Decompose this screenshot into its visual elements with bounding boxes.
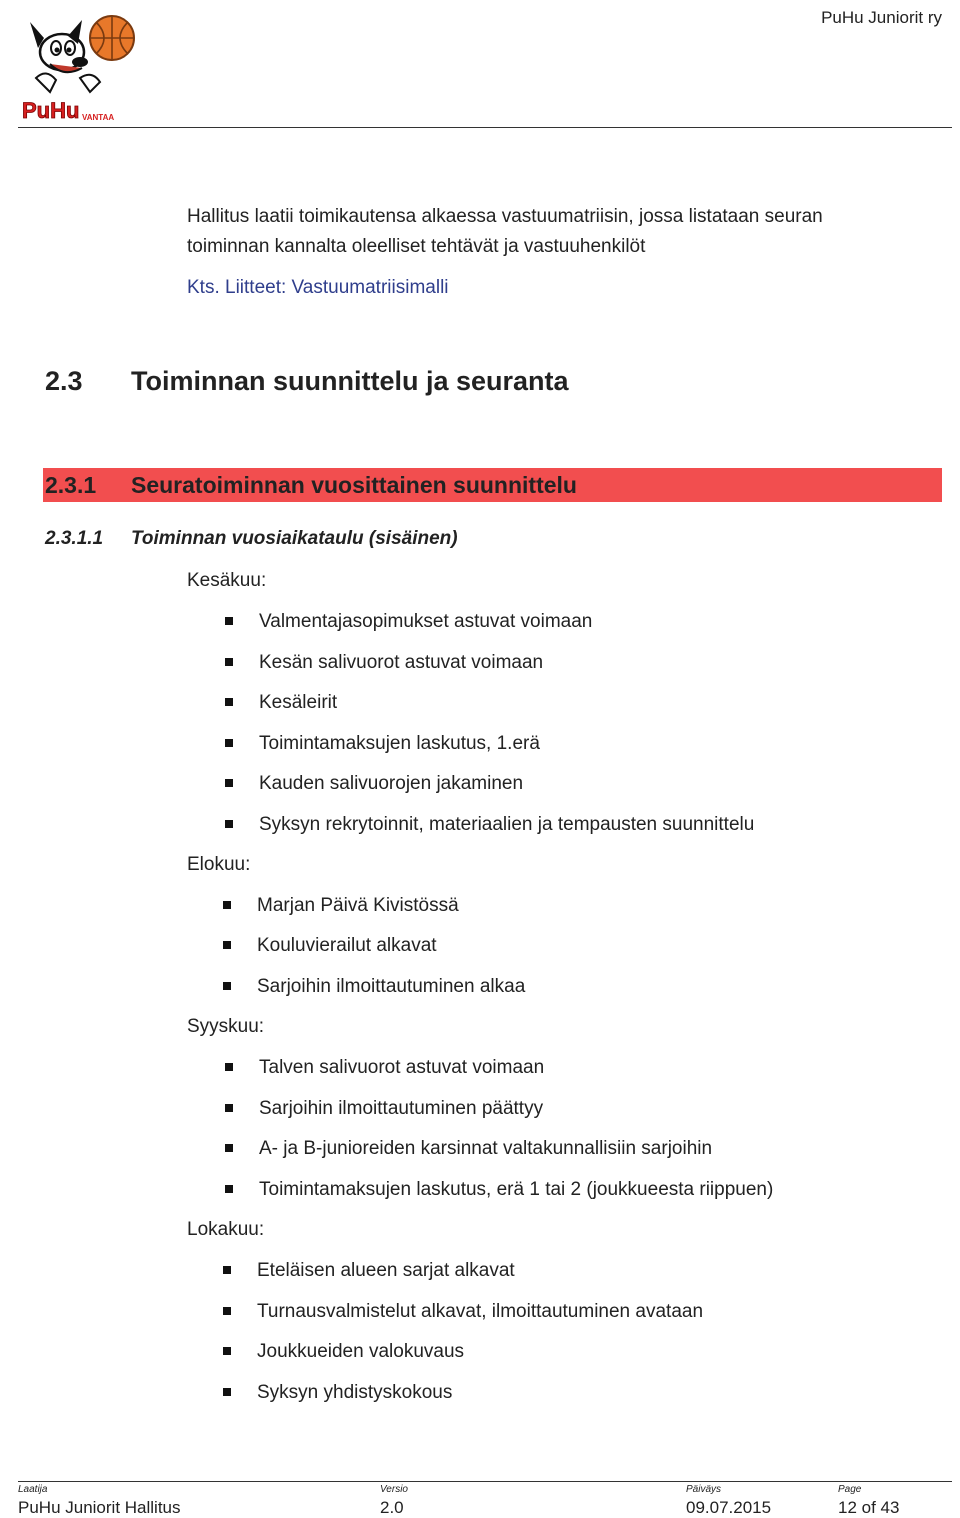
section-number: 2.3 <box>45 366 83 396</box>
section-heading <box>45 366 569 397</box>
list-item: Joukkueiden valokuvaus <box>257 1341 465 1362</box>
list-item: Valmentajasopimukset astuvat voimaan <box>259 611 593 632</box>
footer-author: PuHu Juniorit Hallitus <box>18 1498 181 1517</box>
attachment-link[interactable]: Kts. Liitteet: Vastuumatriisimalli <box>187 277 449 298</box>
month-label-elokuu: Elokuu: <box>187 854 251 875</box>
list-item: Marjan Päivä Kivistössä <box>257 895 459 916</box>
list-item: Toimintamaksujen laskutus, erä 1 tai 2 (joukkueesta riippuen) <box>259 1179 774 1200</box>
footer-divider <box>18 1481 952 1482</box>
month-label-lokakuu: Lokakuu: <box>187 1219 265 1240</box>
intro-line-1: Hallitus laatii toimikautensa alkaessa vastuumatriisin, jossa listataan seuran <box>187 206 823 227</box>
bullet-icon <box>225 820 233 828</box>
bullet-icon <box>225 1104 233 1112</box>
list-item: Toimintamaksujen laskutus, 1.erä <box>259 733 540 754</box>
list-item: Kesäleirit <box>259 692 338 713</box>
footer-date: 09.07.2015 <box>686 1498 772 1517</box>
section-title: Toiminnan suunnittelu ja seuranta <box>131 366 569 396</box>
list-item: Sarjoihin ilmoittautuminen alkaa <box>257 976 526 997</box>
bullet-icon <box>225 1185 233 1193</box>
bullet-icon <box>225 617 233 625</box>
list-item: Kauden salivuorojen jakaminen <box>259 773 524 794</box>
bullet-icon <box>225 1063 233 1071</box>
list-item: Kouluvierailut alkavat <box>257 935 437 956</box>
list-item: Sarjoihin ilmoittautuminen päättyy <box>259 1098 544 1119</box>
list-item: Syksyn rekrytoinnit, materiaalien ja tempausten suunnittelu <box>259 814 755 835</box>
month-label-kesakuu: Kesäkuu: <box>187 570 267 591</box>
footer-page-number: 12 of 43 <box>838 1498 900 1517</box>
bullet-icon <box>223 1307 231 1315</box>
subsection-title: Seuratoiminnan vuosittainen suunnittelu <box>131 472 577 498</box>
subsubsection-heading <box>45 528 458 550</box>
bullet-icon <box>223 941 231 949</box>
list-item: Talven salivuorot astuvat voimaan <box>259 1057 545 1078</box>
logo-subtext: VANTAA <box>82 113 115 122</box>
logo-wordmark: PuHu <box>22 98 80 123</box>
bullet-icon <box>223 1266 231 1274</box>
subsubsection-number: 2.3.1.1 <box>45 528 104 549</box>
subsubsection-title: Toiminnan vuosiaikataulu (sisäinen) <box>131 528 458 549</box>
org-name: PuHu Juniorit ry <box>821 8 942 27</box>
footer-author-label: Laatija <box>18 1484 48 1495</box>
footer-date-label: Päiväys <box>686 1484 722 1495</box>
subsection-heading <box>45 472 577 499</box>
subsection-number: 2.3.1 <box>45 472 97 498</box>
header-divider <box>18 127 952 128</box>
intro-line-2: toiminnan kannalta oleelliset tehtävät ja vastuuhenkilöt <box>187 236 646 257</box>
month-label-syyskuu: Syyskuu: <box>187 1016 265 1037</box>
bullet-icon <box>225 739 233 747</box>
bullet-icon <box>225 779 233 787</box>
list-item: A- ja B-junioreiden karsinnat valtakunnallisiin sarjoihin <box>259 1138 713 1159</box>
bullet-icon <box>223 982 231 990</box>
bullet-icon <box>225 658 233 666</box>
bullet-icon <box>225 698 233 706</box>
list-item: Eteläisen alueen sarjat alkavat <box>257 1260 515 1281</box>
bullet-icon <box>225 1144 233 1152</box>
list-item: Turnausvalmistelut alkavat, ilmoittautuminen avataan <box>257 1301 704 1322</box>
bullet-icon <box>223 1388 231 1396</box>
footer-version: 2.0 <box>380 1498 404 1517</box>
footer-version-label: Versio <box>380 1484 408 1495</box>
puhu-logo <box>20 8 140 124</box>
footer-page-label: Page <box>838 1484 862 1495</box>
list-item: Syksyn yhdistyskokous <box>257 1382 453 1403</box>
bullet-icon <box>223 901 231 909</box>
list-item: Kesän salivuorot astuvat voimaan <box>259 652 544 673</box>
bullet-icon <box>223 1347 231 1355</box>
